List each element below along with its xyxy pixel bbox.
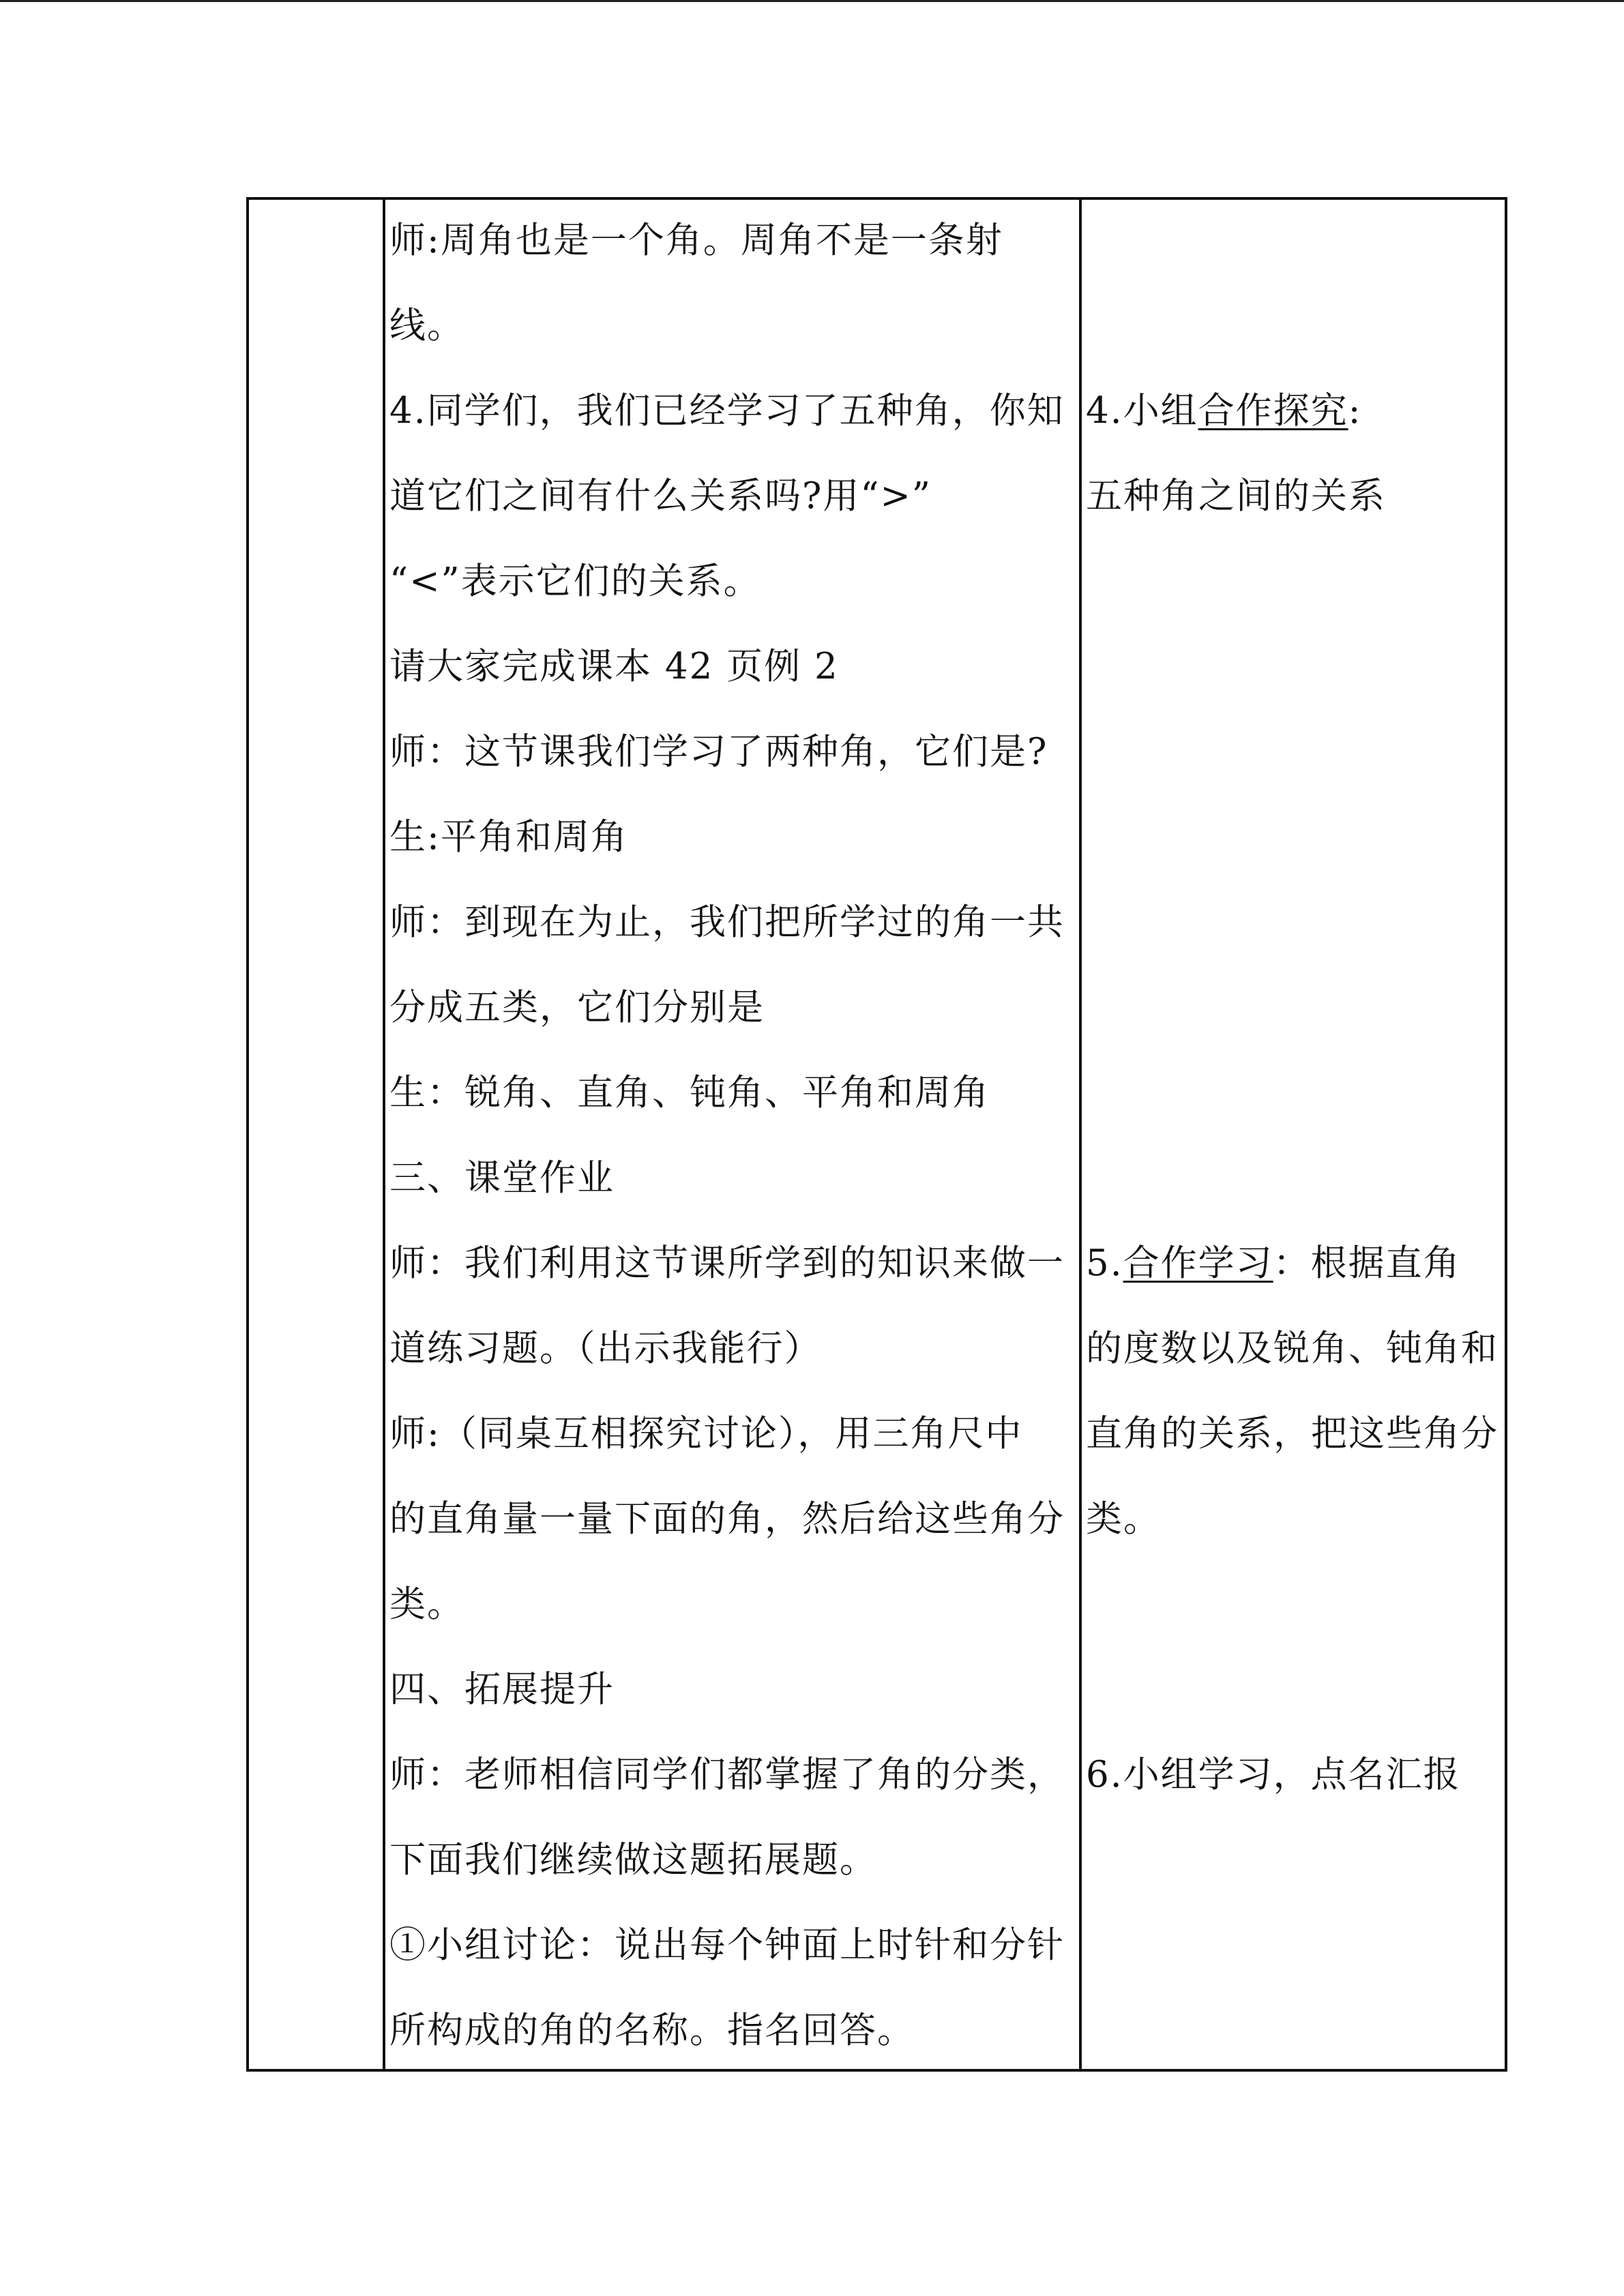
lesson-plan-table xyxy=(246,197,1507,2072)
teacher-line: 生:平角和周角 xyxy=(389,816,628,858)
student-activity-5-title xyxy=(1086,1243,1461,1284)
activity-4-suffix: : xyxy=(1348,390,1362,432)
teacher-line: 下面我们继续做这题拓展题。 xyxy=(389,1839,877,1881)
teacher-line: 4.同学们，我们已经学习了五种角，你知 xyxy=(389,390,1065,432)
activity-5-suffix: ：根据直角 xyxy=(1273,1242,1461,1284)
teacher-line: 分成五类，它们分别是 xyxy=(389,987,765,1028)
teacher-line: 师：这节课我们学习了两种角，它们是? xyxy=(389,731,1048,773)
student-activity-4-title xyxy=(1086,391,1361,432)
teacher-line: 请大家完成课本 42 页例 2 xyxy=(389,646,839,687)
page-top-rule xyxy=(0,0,1624,2)
section-heading: 三、课堂作业 xyxy=(389,1157,615,1199)
teacher-line: 所构成的角的名称。指名回答。 xyxy=(389,2010,915,2051)
student-activity-5-text: 直角的关系，把这些角分 xyxy=(1086,1413,1498,1455)
teacher-line: 师:周角也是一个角。周角不是一条射 xyxy=(389,220,1003,261)
teacher-line: “<”表示它们的关系。 xyxy=(389,561,761,602)
teacher-line: 类。 xyxy=(389,1583,464,1625)
teacher-line: 生：锐角、直角、钝角、平角和周角 xyxy=(389,1072,990,1114)
activity-4-keyword: 合作探究 xyxy=(1198,390,1348,432)
teacher-line: ①小组讨论：说出每个钟面上时针和分针 xyxy=(389,1924,1065,1966)
student-activity-5-text: 类。 xyxy=(1086,1498,1161,1540)
activity-4-prefix: 4.小组 xyxy=(1086,390,1198,432)
teacher-line: 师:（同桌互相探究讨论），用三角尺中 xyxy=(389,1413,1023,1455)
teacher-line: 道练习题。（出示我能行） xyxy=(389,1328,822,1369)
student-activity-6-text: 6.小组学习，点名汇报 xyxy=(1086,1754,1461,1795)
student-activity-4-text: 五种角之间的关系 xyxy=(1086,475,1386,517)
activity-5-prefix: 5. xyxy=(1086,1242,1123,1284)
column-divider-left xyxy=(383,200,385,2069)
teacher-line: 师：老师相信同学们都掌握了角的分类， xyxy=(389,1754,1065,1795)
student-activity-5-text: 的度数以及锐角、钝角和 xyxy=(1086,1328,1498,1369)
teacher-line: 师：到现在为止，我们把所学过的角一共 xyxy=(389,901,1065,943)
section-heading: 四、拓展提升 xyxy=(389,1669,615,1710)
teacher-line: 道它们之间有什么关系吗?用“>” xyxy=(389,475,932,517)
teacher-line: 线。 xyxy=(389,305,464,346)
column-divider-right xyxy=(1079,200,1082,2069)
teacher-line: 师：我们利用这节课所学到的知识来做一 xyxy=(389,1242,1065,1284)
teacher-line: 的直角量一量下面的角，然后给这些角分 xyxy=(389,1498,1065,1540)
activity-5-keyword: 合作学习 xyxy=(1123,1242,1273,1284)
